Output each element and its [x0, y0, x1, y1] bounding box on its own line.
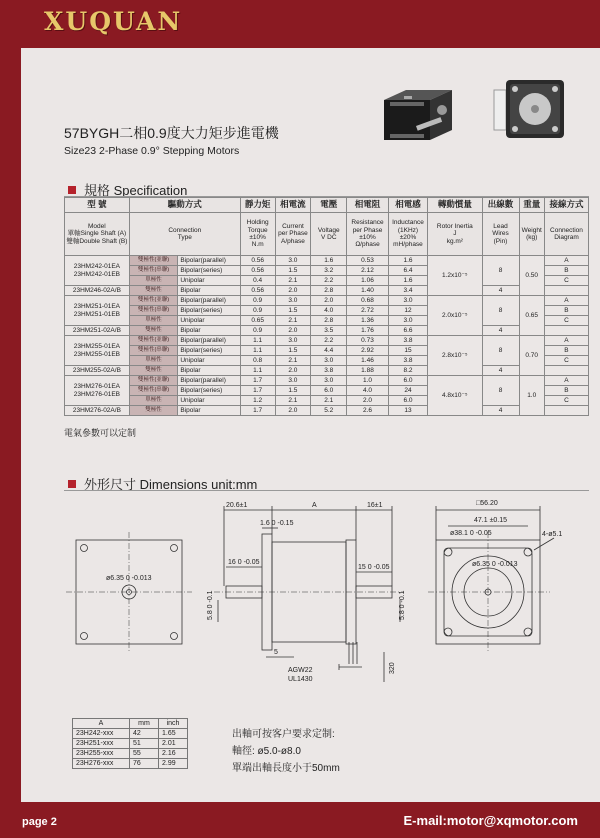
dim-1-6: 1.6 0 -0.15 [260, 520, 294, 527]
spec-value: 1.5 [275, 306, 311, 316]
model-number: 23HM276-02A/B [65, 406, 130, 416]
specification-table [64, 197, 589, 416]
spec-value: 1.06 [347, 276, 389, 286]
dim-15: 15 0 -0.05 [358, 564, 390, 571]
connection-type-cn: 雙極性(並聯) [129, 376, 178, 386]
spec-value: 0.56 [240, 256, 275, 266]
spec-value: 0.73 [347, 336, 389, 346]
dim-lead-length: 320 [389, 662, 396, 674]
connection-type-cn: 雙極性(並聯) [129, 256, 178, 266]
motor-photo-side [376, 82, 468, 144]
connection-type-cn: 單極性 [129, 276, 178, 286]
spec-value: 2.72 [347, 306, 389, 316]
connection-type-en: Bipolar [178, 366, 240, 376]
spec-value: 1.7 [240, 376, 275, 386]
spec-value: 1.5 [275, 386, 311, 396]
dim-20-6: 20.6±1 [226, 502, 248, 509]
table-row [73, 729, 188, 739]
model-number: 23HM251-02A/B [65, 326, 130, 336]
table-row [65, 376, 589, 386]
connection-type-cn: 雙極性(串聯) [129, 266, 178, 276]
spec-header-cn: 出線數 [482, 198, 519, 213]
weight: 0.50 [519, 256, 544, 296]
spec-value: 3.0 [388, 316, 427, 326]
spec-value: 1.40 [347, 286, 389, 296]
length-mm: 51 [130, 739, 159, 749]
length-table-header: inch [159, 719, 188, 729]
connection-type-cn: 雙極性 [129, 366, 178, 376]
spec-header-en: Rotor Inertia J kg.m² [428, 213, 482, 256]
spec-value: 1.6 [311, 256, 347, 266]
lead-wires: 4 [482, 406, 519, 416]
lead-wires: 8 [482, 256, 519, 286]
spec-value: 3.8 [311, 366, 347, 376]
spec-value: 0.68 [347, 296, 389, 306]
spec-value: 1.36 [347, 316, 389, 326]
model-number: 23HM246-02A/B [65, 286, 130, 296]
connection-type-cn: 雙極性 [129, 286, 178, 296]
dim-A: A [312, 502, 317, 509]
spec-value: 3.0 [275, 256, 311, 266]
length-inch: 2.99 [159, 759, 188, 769]
connection-diagram: B [544, 266, 588, 276]
spec-header-en: Connection Type [129, 213, 240, 256]
spec-header-cn: 相電流 [275, 198, 311, 213]
spec-header-en: Voltage V DC [311, 213, 347, 256]
model-number: 23HM255-01EA 23HM255-01EB [65, 336, 130, 366]
spec-value: 1.7 [240, 386, 275, 396]
spec-value: 6.0 [311, 386, 347, 396]
spec-value: 3.0 [311, 376, 347, 386]
spec-value: 8.2 [388, 366, 427, 376]
connection-diagram: A [544, 336, 588, 346]
connection-type-en: Bipolar(series) [178, 386, 240, 396]
connection-type-cn: 雙極性(串聯) [129, 386, 178, 396]
connection-diagram [544, 366, 588, 376]
spec-value: 1.88 [347, 366, 389, 376]
page-number: page 2 [22, 816, 57, 828]
requirement-line: 出軸可按客户要求定制: [232, 729, 335, 740]
spec-value: 0.9 [240, 296, 275, 306]
table-row [73, 749, 188, 759]
spec-value: 1.0 [347, 376, 389, 386]
spec-value: 2.0 [275, 326, 311, 336]
dim-5-8-right: 5.8 0 -0.1 [399, 590, 406, 620]
spec-value: 4.0 [347, 386, 389, 396]
spec-value: 1.6 [388, 256, 427, 266]
spec-value: 1.1 [240, 336, 275, 346]
length-model: 23H255-xxx [73, 749, 130, 759]
spec-value: 2.0 [311, 296, 347, 306]
requirement-line: 單端出軸長度小于50mm [232, 763, 340, 774]
spec-value: 0.8 [240, 356, 275, 366]
connection-type-en: Bipolar(series) [178, 266, 240, 276]
lead-wires: 8 [482, 336, 519, 366]
lead-wires: 4 [482, 326, 519, 336]
spec-value: 3.8 [388, 356, 427, 366]
rotor-inertia: 2.0x10⁻⁵ [428, 296, 482, 336]
connection-diagram: C [544, 276, 588, 286]
spec-value: 1.76 [347, 326, 389, 336]
length-table [72, 718, 188, 769]
connection-type-cn: 雙極性(串聯) [129, 346, 178, 356]
brand-logo: XUQUAN [44, 7, 183, 36]
spec-value: 2.0 [347, 396, 389, 406]
connection-type-en: Bipolar(parallel) [178, 376, 240, 386]
spec-value: 6.4 [388, 266, 427, 276]
spec-header-en: Current per Phase A/phase [275, 213, 311, 256]
table-row [65, 406, 589, 416]
table-row [65, 366, 589, 376]
table-row [65, 286, 589, 296]
spec-value: 12 [388, 306, 427, 316]
connection-type-cn: 雙極性(並聯) [129, 296, 178, 306]
length-inch: 1.65 [159, 729, 188, 739]
connection-type-en: Bipolar(parallel) [178, 336, 240, 346]
spec-value: 3.5 [311, 326, 347, 336]
connection-type-en: Unipolar [178, 316, 240, 326]
table-row [73, 759, 188, 769]
spec-value: 0.56 [240, 266, 275, 276]
spec-value: 15 [388, 346, 427, 356]
spec-header-en: Connection Diagram [544, 213, 588, 256]
section-marker-icon [68, 480, 76, 488]
spec-value: 2.8 [311, 286, 347, 296]
dim-16: 16±1 [367, 502, 383, 509]
spec-header-cn: 接線方式 [544, 198, 588, 213]
length-model: 23H242-xxx [73, 729, 130, 739]
dim-shaft-dia-right: ø6.35 0 -0.013 [472, 561, 518, 568]
spec-value: 1.1 [240, 346, 275, 356]
connection-diagram: B [544, 386, 588, 396]
page-footer [0, 802, 600, 838]
spec-value: 2.6 [347, 406, 389, 416]
shaft-custom-note [232, 726, 340, 777]
weight: 0.65 [519, 296, 544, 336]
connection-diagram: A [544, 296, 588, 306]
connection-type-en: Unipolar [178, 396, 240, 406]
connection-diagram: A [544, 376, 588, 386]
product-title-en: Size23 2-Phase 0.9° Stepping Motors [64, 145, 240, 157]
spec-value: 6.0 [388, 396, 427, 406]
table-row [65, 256, 589, 266]
requirement-line: 軸徑: ø5.0-ø8.0 [232, 746, 301, 757]
contact-email[interactable]: E-mail:motor@xqmotor.com [403, 813, 578, 828]
spec-header-cn: 相電阻 [347, 198, 389, 213]
model-number: 23HM276-01EA 23HM276-01EB [65, 376, 130, 406]
spec-value: 1.7 [240, 406, 275, 416]
connection-type-en: Bipolar(series) [178, 306, 240, 316]
dim-mount-holes: 4-ø5.1 [542, 531, 563, 538]
spec-value: 2.1 [275, 316, 311, 326]
spec-header-en: Weight (kg) [519, 213, 544, 256]
connection-type-cn: 單極性 [129, 316, 178, 326]
spec-value: 2.2 [311, 336, 347, 346]
connection-diagram: C [544, 356, 588, 366]
spec-value: 2.1 [275, 396, 311, 406]
connection-type-en: Bipolar [178, 326, 240, 336]
spec-header-en: Holding Torque ±10% N.m [240, 213, 275, 256]
spec-value: 3.8 [388, 336, 427, 346]
spec-value: 0.53 [347, 256, 389, 266]
connection-diagram [544, 326, 588, 336]
spec-value: 1.2 [240, 396, 275, 406]
connection-diagram: A [544, 256, 588, 266]
connection-diagram: C [544, 396, 588, 406]
spec-value: 2.1 [275, 356, 311, 366]
spec-value: 5.2 [311, 406, 347, 416]
product-title-cn: 57BYGH二相0.9度大力矩步進電機 [64, 125, 279, 141]
connection-type-en: Bipolar [178, 286, 240, 296]
model-number: 23HM242-01EA 23HM242-01EB [65, 256, 130, 286]
spec-section-title: 規格 Specification [84, 183, 188, 198]
spec-header-en: Model 單軸Single Shaft (A) 雙軸Double Shaft (B) [65, 213, 130, 256]
dims-section-title: 外形尺寸 Dimensions unit:mm [84, 477, 258, 492]
spec-value: 1.5 [275, 266, 311, 276]
table-row [73, 739, 188, 749]
section-marker-icon [68, 186, 76, 194]
dim-47-1: 47.1 ±0.15 [474, 517, 508, 524]
spec-value: 24 [388, 386, 427, 396]
rotor-inertia: 4.8x10⁻⁵ [428, 376, 482, 416]
connection-type-en: Bipolar(parallel) [178, 296, 240, 306]
table-row [65, 326, 589, 336]
spec-value: 1.6 [388, 276, 427, 286]
spec-value: 0.9 [240, 306, 275, 316]
spec-header-cn: 電壓 [311, 198, 347, 213]
spec-header-en: Resistance per Phase ±10% Ω/phase [347, 213, 389, 256]
spec-header-cn: 轉動慣量 [428, 198, 482, 213]
spec-value: 2.8 [311, 316, 347, 326]
lead-wires: 8 [482, 296, 519, 326]
length-model: 23H251-xxx [73, 739, 130, 749]
rotor-inertia: 1.2x10⁻⁵ [428, 256, 482, 296]
lead-wires: 4 [482, 286, 519, 296]
spec-value: 2.2 [311, 276, 347, 286]
length-table-header: A [73, 719, 130, 729]
model-number: 23HM251-01EA 23HM251-01EB [65, 296, 130, 326]
spec-value: 0.65 [240, 316, 275, 326]
spec-header-cn: 型 號 [65, 198, 130, 213]
spec-header-en: Lead Wires (Pin) [482, 213, 519, 256]
dim-56-20: □56.20 [476, 500, 498, 507]
lead-wires: 8 [482, 376, 519, 406]
dim-shaft-dia-left: ø6.35 0 -0.013 [106, 575, 152, 582]
connection-type-cn: 雙極性 [129, 406, 178, 416]
rotor-inertia: 2.8x10⁻⁵ [428, 336, 482, 376]
weight: 0.70 [519, 336, 544, 376]
spec-value: 13 [388, 406, 427, 416]
length-inch: 2.01 [159, 739, 188, 749]
connection-diagram: B [544, 346, 588, 356]
connection-diagram: B [544, 306, 588, 316]
table-row [65, 296, 589, 306]
spec-value: 3.0 [275, 376, 311, 386]
connection-type-en: Unipolar [178, 356, 240, 366]
weight: 1.0 [519, 376, 544, 416]
spec-value: 4.4 [311, 346, 347, 356]
spec-value: 3.0 [275, 296, 311, 306]
connection-type-cn: 雙極性(並聯) [129, 336, 178, 346]
spec-value: 2.0 [275, 366, 311, 376]
spec-value: 4.0 [311, 306, 347, 316]
length-mm: 55 [130, 749, 159, 759]
connection-type-en: Bipolar [178, 406, 240, 416]
connection-type-en: Bipolar(series) [178, 346, 240, 356]
spec-value: 6.6 [388, 326, 427, 336]
spec-note: 電氣參數可以定制 [64, 428, 137, 438]
spec-value: 3.0 [275, 336, 311, 346]
spec-value: 0.4 [240, 276, 275, 286]
dimension-drawing [64, 492, 590, 702]
spec-value: 0.9 [240, 326, 275, 336]
spec-header-cn: 重量 [519, 198, 544, 213]
model-number: 23HM255-02A/B [65, 366, 130, 376]
spec-header-cn: 靜力矩 [240, 198, 275, 213]
table-row [65, 336, 589, 346]
spec-header-en: Inductance (1KHz) ±20% mH/phase [388, 213, 427, 256]
connection-type-cn: 單極性 [129, 356, 178, 366]
dim-16-shaft: 16 0 -0.05 [228, 559, 260, 566]
dim-pilot-dia: ø38.1 0 -0.05 [450, 530, 492, 537]
spec-value: 3.0 [388, 296, 427, 306]
spec-value: 2.1 [275, 276, 311, 286]
wire-standard: UL1430 [288, 676, 313, 683]
dim-5: 5 [274, 649, 278, 656]
connection-type-cn: 單極性 [129, 396, 178, 406]
dim-5-8-left: 5.8 0 -0.1 [207, 590, 214, 620]
left-sidebar-band [0, 48, 21, 802]
connection-type-en: Bipolar(parallel) [178, 256, 240, 266]
length-mm: 42 [130, 729, 159, 739]
page-header [0, 0, 600, 48]
spec-value: 6.0 [388, 376, 427, 386]
length-inch: 2.16 [159, 749, 188, 759]
spec-value: 1.46 [347, 356, 389, 366]
spec-value: 3.4 [388, 286, 427, 296]
spec-value: 2.0 [275, 406, 311, 416]
connection-type-en: Unipolar [178, 276, 240, 286]
spec-value: 1.1 [240, 366, 275, 376]
spec-value: 2.92 [347, 346, 389, 356]
spec-header-cn: 驅動方式 [129, 198, 240, 213]
length-mm: 76 [130, 759, 159, 769]
dims-divider [64, 490, 589, 491]
connection-type-cn: 雙極性 [129, 326, 178, 336]
connection-diagram: C [544, 316, 588, 326]
length-table-header: mm [130, 719, 159, 729]
spec-value: 1.5 [275, 346, 311, 356]
connection-diagram [544, 406, 588, 416]
lead-wires: 4 [482, 366, 519, 376]
wire-gauge: AGW22 [288, 667, 313, 674]
spec-header-cn: 相電感 [388, 198, 427, 213]
spec-value: 2.12 [347, 266, 389, 276]
connection-diagram [544, 286, 588, 296]
spec-value: 3.2 [311, 266, 347, 276]
spec-value: 0.56 [240, 286, 275, 296]
spec-value: 2.1 [311, 396, 347, 406]
length-model: 23H276-xxx [73, 759, 130, 769]
connection-type-cn: 雙極性(串聯) [129, 306, 178, 316]
spec-value: 3.0 [311, 356, 347, 366]
spec-value: 2.0 [275, 286, 311, 296]
motor-photo-front [488, 74, 570, 144]
